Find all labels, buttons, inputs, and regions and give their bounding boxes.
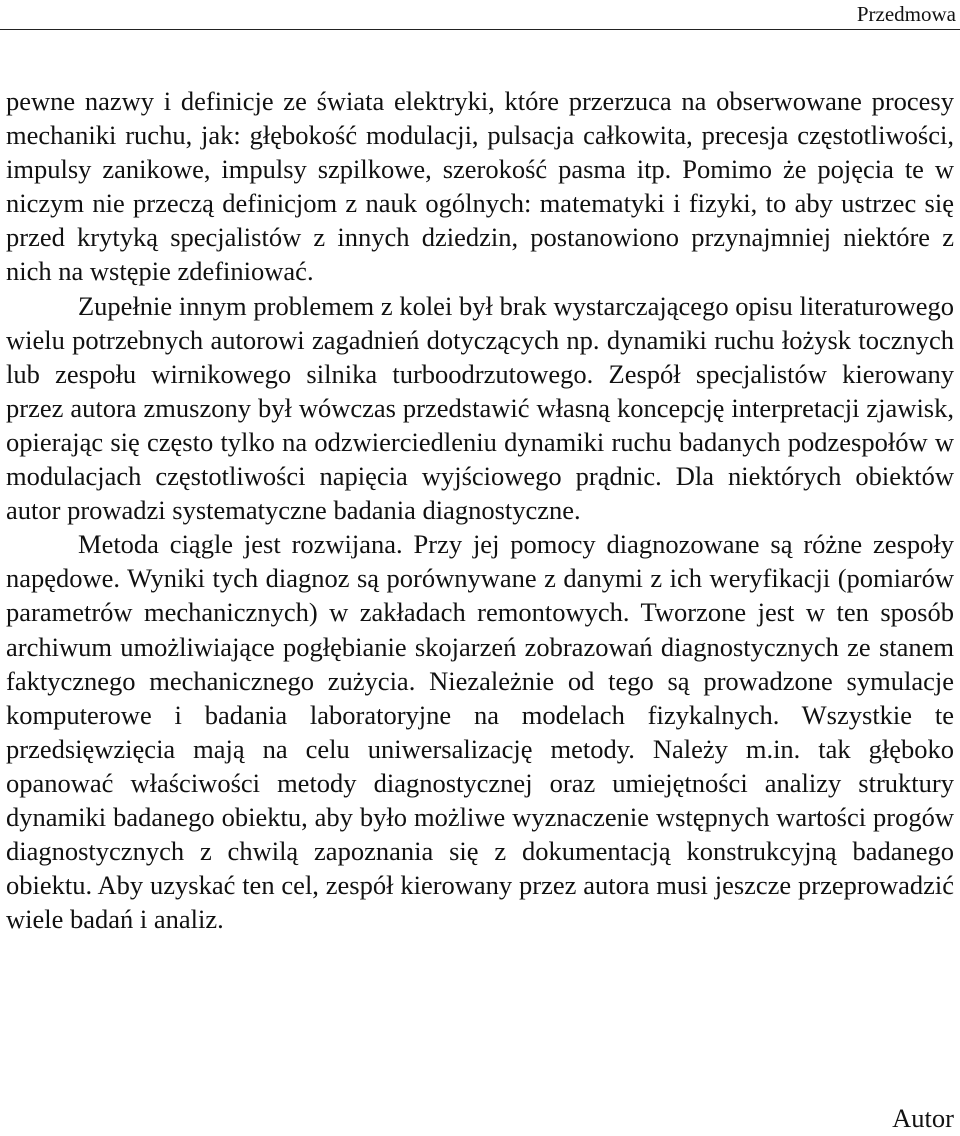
paragraph-2: Zupełnie innym problemem z kolei był brak wystarczającego opisu literaturowego wielu potrzebnych autorowi zagadnień dotyczących np. dynamiki ruchu łożysk tocznych lub zespołu wirnikowego silnika turboodrzutowego. Zespół specjalistów kierowany przez autora zmuszony był wówczas przedstawić własną koncepcję interpretacji zjawisk, opierając się często tylko na odzwierciedleniu dynamiki ruchu badanych podzespołów w modulacjach częstotliwości napięcia wyjściowego prądnic. Dla niektórych obiektów autor prowadzi systematyczne badania diagnostyczne. bbox=[6, 290, 954, 526]
chapter-title: Przedmowa bbox=[856, 2, 956, 26]
author-signature: Autor bbox=[892, 1103, 954, 1133]
running-header bbox=[0, 0, 960, 30]
paragraph-3: Metoda ciągle jest rozwijana. Przy jej pomocy diagnozowane są różne zespoły napędowe. Wyniki tych diagnoz są porównywane z danymi z ich weryfikacji (pomiarów parametrów mechanicznych) w zakładach remontowych. Tworzone jest w ten sposób archiwum umożliwiające pogłębianie skojarzeń zobrazowań diagnostycznych ze stanem faktycznego mechanicznego zużycia. Niezależnie od tego są prowadzone symulacje komputerowe i badania laboratoryjne na modelach fizykalnych. Wszystkie te przedsięwzięcia mają na celu uniwersalizację metody. Należy m.in. tak głęboko opanować właściwości metody diagnostycznej oraz umiejętności analizy struktury dynamiki badanego obiektu, aby było możliwe wyznaczenie wstępnych wartości progów diagnostycznych z chwilą zapoznania się z dokumentacją konstrukcyjną badanego obiektu. Aby uzyskać ten cel, zespół kierowany przez autora musi jeszcze przeprowadzić wiele badań i analiz. bbox=[6, 529, 954, 935]
paragraph-1: pewne nazwy i definicje ze świata elektryki, które przerzuca na obserwowane procesy mechaniki ruchu, jak: głębokość modulacji, pulsacja całkowita, precesja częstotliwości, impulsy zanikowe, impulsy szpilkowe, szerokość pasma itp. Pomimo że pojęcia te w niczym nie przeczą definicjom z nauk ogólnych: matematyki i fizyki, to aby ustrzec się przed krytyką specjalistów z innych dziedzin, postanowiono przynajmniej niektóre z nich na wstępie zdefiniować. bbox=[6, 86, 954, 287]
body-text bbox=[6, 84, 954, 936]
